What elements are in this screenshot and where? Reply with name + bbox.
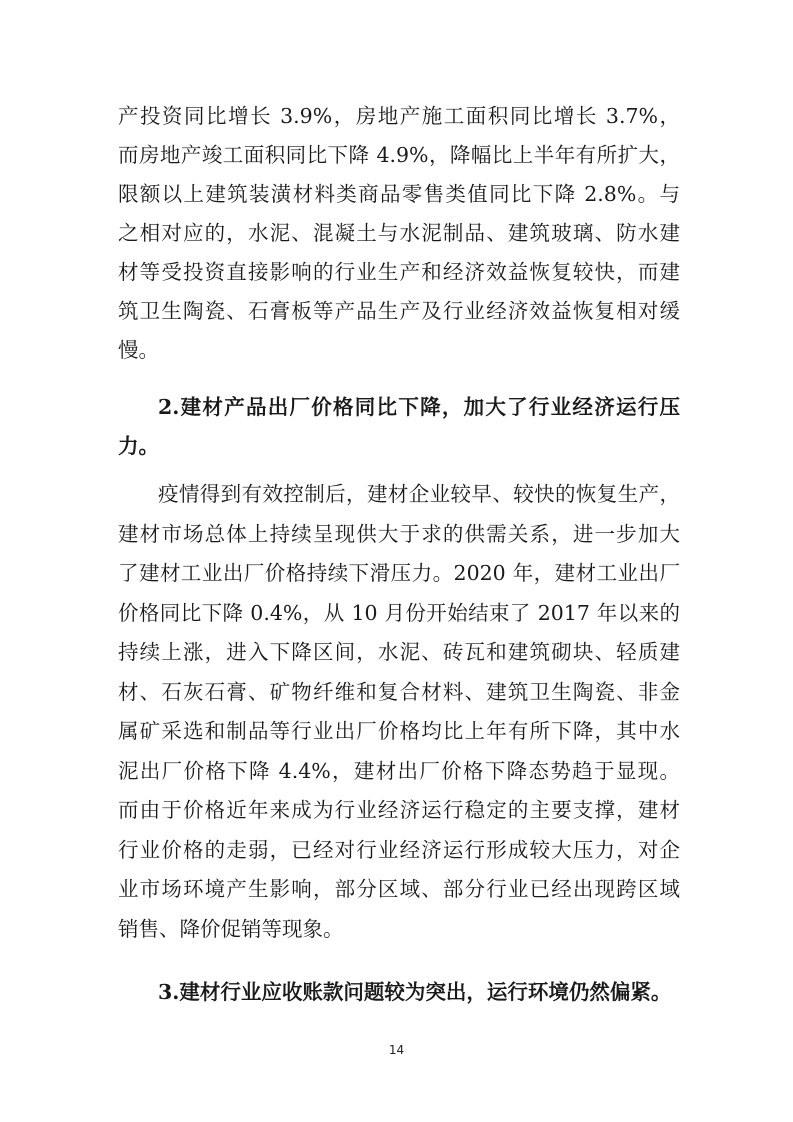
text-line: 业市场环境产生影响，部分区域、部分行业已经出现跨区域 <box>118 877 680 901</box>
text-line: 慢。 <box>118 338 159 362</box>
text-line: 材、石灰石膏、矿物纤维和复合材料、建筑卫生陶瓷、非金 <box>118 679 680 704</box>
text-line: 持续上涨，进入下降区间，水泥、砖瓦和建筑砌块、轻质建 <box>118 640 680 664</box>
text-line: 之相对应的，水泥、混凝土与水泥制品、建筑玻璃、防水建 <box>118 221 680 245</box>
text-line: 材等受投资直接影响的行业生产和经济效益恢复较快，而建 <box>118 260 680 284</box>
text-line: 而房地产竣工面积同比下降 4.9%，降幅比上半年有所扩大， <box>118 143 680 167</box>
heading-line: 2.建材产品出厂价格同比下降，加大了行业经济运行压 <box>158 395 680 419</box>
paragraph-prices <box>118 479 680 953</box>
heading-line: 力。 <box>118 434 159 458</box>
text-line: 销售、降价促销等现象。 <box>118 916 344 941</box>
heading-line: 3.建材行业应收账款问题较为突出，运行环境仍然偏紧。 <box>158 980 672 1004</box>
page-number: 14 <box>388 1043 405 1057</box>
text-line: 行业价格的走弱，已经对行业经济运行形成较大压力，对企 <box>118 837 680 862</box>
text-line: 泥出厂价格下降 4.4%，建材出厂价格下降态势趋于显现。 <box>118 758 680 783</box>
section-heading-3 <box>118 977 680 1007</box>
text-line: 限额以上建筑装潢材料类商品零售类值同比下降 2.8%。与 <box>118 182 680 206</box>
paragraph-investment <box>118 101 680 374</box>
text-line: 了建材工业出厂价格持续下滑压力。2020 年，建材工业出厂 <box>118 561 680 585</box>
text-line: 产投资同比增长 3.9%，房地产施工面积同比增长 3.7%， <box>118 104 680 128</box>
text-line: 价格同比下降 0.4%，从 10 月份开始结束了 2017 年以来的 <box>118 600 680 625</box>
text-line: 疫情得到有效控制后，建材企业较早、较快的恢复生产， <box>158 482 680 506</box>
text-line: 建材市场总体上持续呈现供大于求的供需关系，进一步加大 <box>118 521 680 546</box>
section-heading-2 <box>118 392 680 470</box>
text-line: 筑卫生陶瓷、石膏板等产品生产及行业经济效益恢复相对缓 <box>118 299 680 323</box>
text-line: 而由于价格近年来成为行业经济运行稳定的主要支撑，建材 <box>118 798 680 822</box>
text-line: 属矿采选和制品等行业出厂价格均比上年有所下降，其中水 <box>118 719 680 743</box>
